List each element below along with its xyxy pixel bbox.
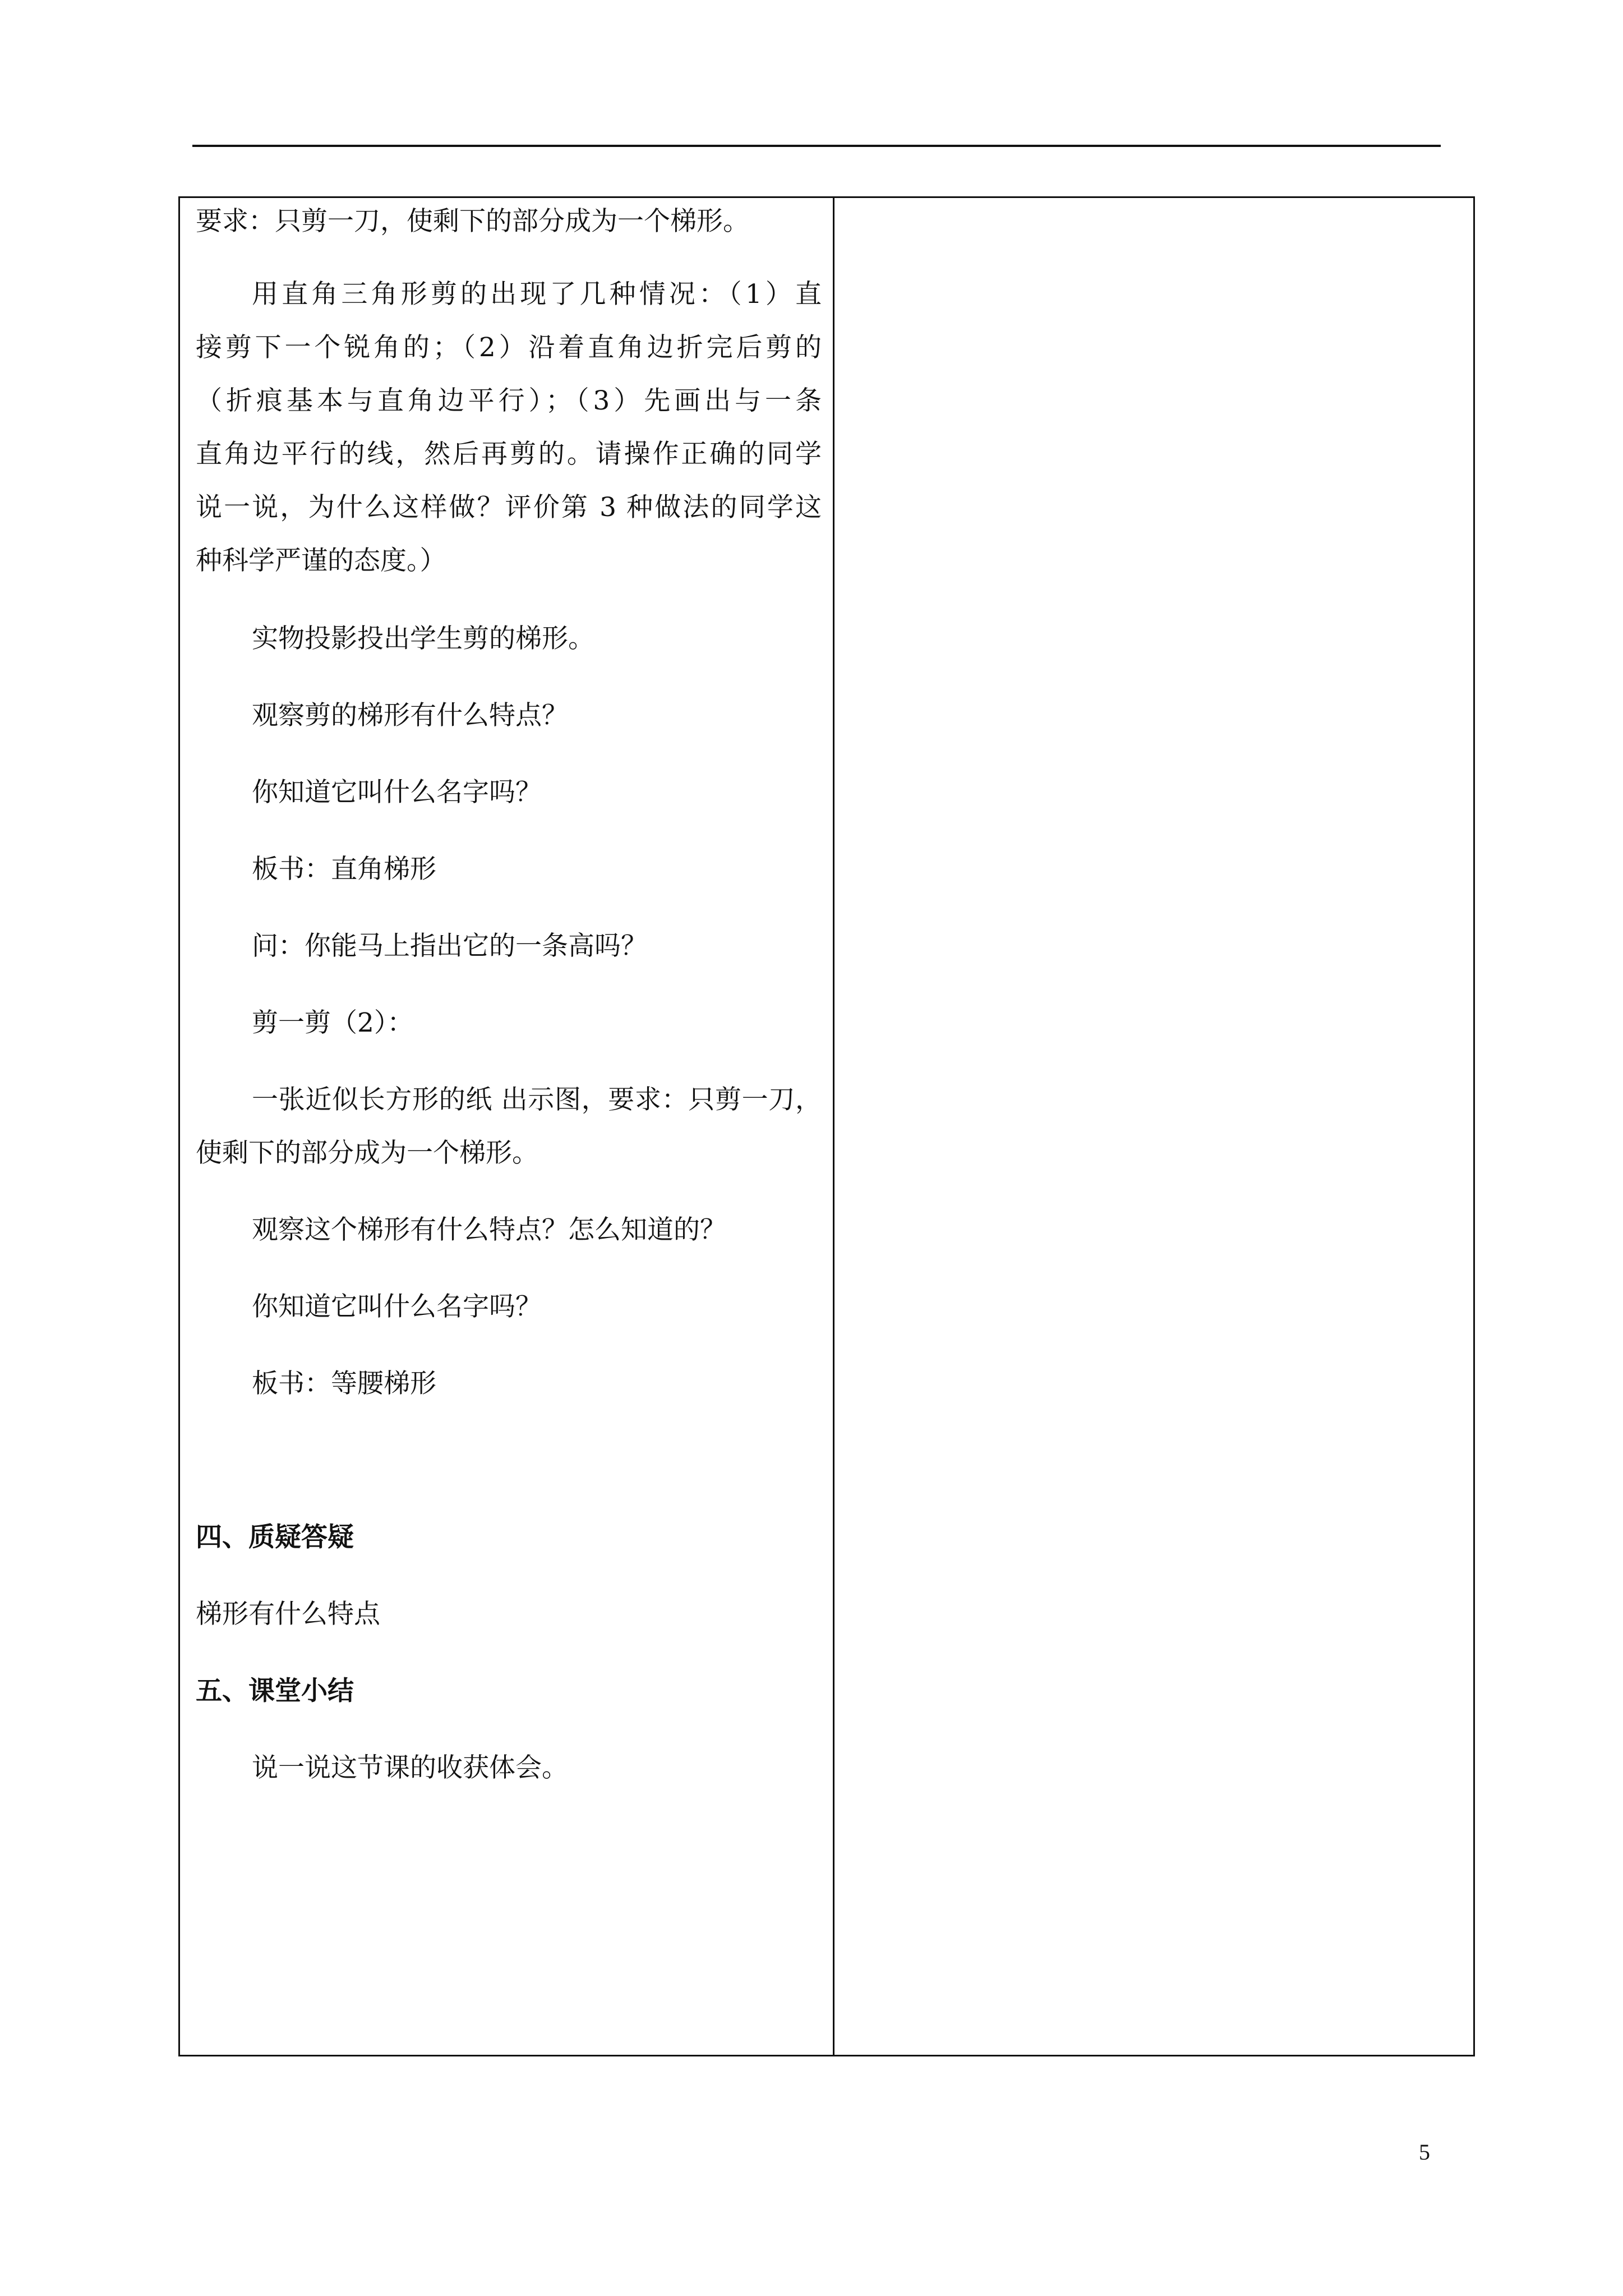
board-note-1: 板书：直角梯形 <box>252 854 436 885</box>
section-4-text: 梯形有什么特点 <box>196 1599 380 1630</box>
height-question: 问：你能马上指出它的一条高吗？ <box>252 931 647 961</box>
projection-line: 实物投影投出学生剪的梯形。 <box>252 623 594 654</box>
cut-2-line-2: 使剩下的部分成为一个梯形。 <box>196 1138 538 1168</box>
cut-2-title: 剪一剪（2）： <box>252 1007 414 1038</box>
cut-2-line-1: 一张近似长方形的纸 出示图，要求：只剪一刀， <box>252 1084 822 1115</box>
situations-line-2: 接剪下一个锐角的；（2）沿着直角边折完后剪的 <box>196 332 822 363</box>
name-question-2: 你知道它叫什么名字吗？ <box>252 1291 542 1322</box>
board-note-2: 板书：等腰梯形 <box>252 1368 436 1399</box>
section-5-text: 说一说这节课的收获体会。 <box>252 1752 568 1783</box>
situations-line-3: （折痕基本与直角边平行）；（3）先画出与一条 <box>196 385 822 416</box>
notes-cell <box>834 198 1473 2055</box>
situations-line-1: 用直角三角形剪的出现了几种情况：（1）直 <box>252 279 822 310</box>
header-rule <box>192 145 1441 147</box>
section-5-heading: 五、课堂小结 <box>196 1676 354 1706</box>
observe-question-1: 观察剪的梯形有什么特点？ <box>252 700 568 731</box>
lesson-table <box>178 196 1475 2056</box>
page-number: 5 <box>1419 2139 1430 2165</box>
situations-line-5: 说一说，为什么这样做？评价第 3 种做法的同学这 <box>196 492 822 523</box>
name-question-1: 你知道它叫什么名字吗？ <box>252 777 542 808</box>
situations-line-6: 种科学严谨的态度。） <box>196 545 446 576</box>
requirement-line: 要求：只剪一刀，使剩下的部分成为一个梯形。 <box>196 206 749 237</box>
situations-line-4: 直角边平行的线，然后再剪的。请操作正确的同学 <box>196 439 822 470</box>
observe-question-2: 观察这个梯形有什么特点？怎么知道的？ <box>252 1214 726 1245</box>
section-4-heading: 四、质疑答疑 <box>196 1522 354 1553</box>
lesson-content-cell <box>196 198 822 2055</box>
